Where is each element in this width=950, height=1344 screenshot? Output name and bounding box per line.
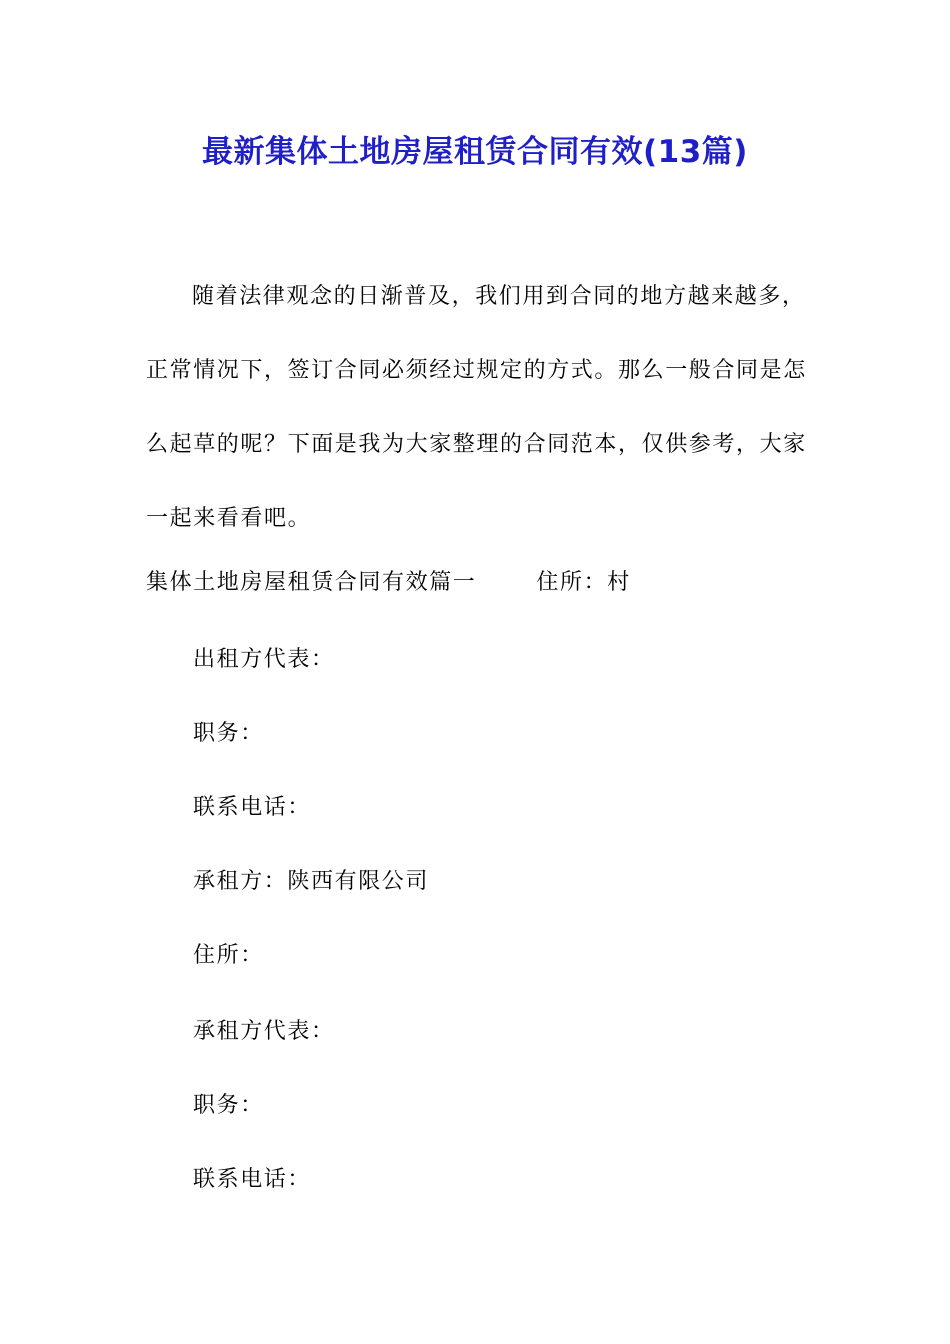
section-address: 住所：村 xyxy=(536,570,631,595)
section-heading: 集体土地房屋租赁合同有效篇一 xyxy=(146,570,477,595)
document-title: 最新集体土地房屋租赁合同有效(13篇) xyxy=(202,134,748,170)
section-heading-line xyxy=(146,567,631,599)
field-lessee: 承租方：陕西有限公司 xyxy=(193,869,430,894)
field-lessee-representative: 承租方代表： xyxy=(193,1019,335,1044)
intro-paragraph: 随着法律观念的日渐普及，我们用到合同的地方越来越多，正常情况下，签订合同必须经过规定的方式。那么一般合同是怎么起草的呢？下面是我为大家整理的合同范本，仅供参考，大家一起来看看吧。 xyxy=(146,284,807,531)
field-lessor-phone: 联系电话： xyxy=(193,795,312,820)
field-lessee-phone: 联系电话： xyxy=(193,1167,312,1192)
field-lessee-position: 职务： xyxy=(193,1093,264,1118)
field-lessee-address: 住所： xyxy=(193,943,264,968)
field-lessor-representative: 出租方代表： xyxy=(193,647,335,672)
field-lessor-position: 职务： xyxy=(193,721,264,746)
